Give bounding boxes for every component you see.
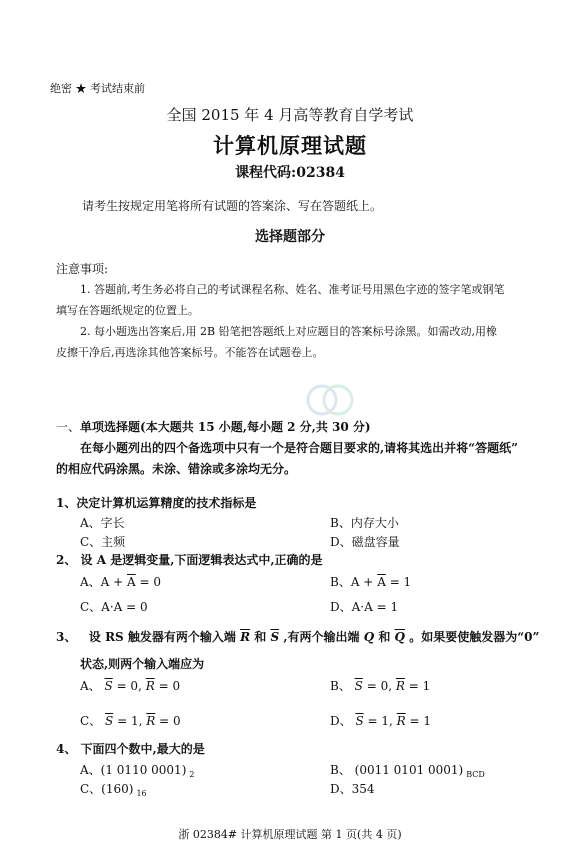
instruction: 请考生按规定用笔将所有试题的答案涂、写在答题纸上。: [82, 199, 383, 213]
notes-label: 注意事项:: [56, 262, 109, 276]
q3-stem-line2: 状态,则两个输入端应为: [80, 657, 205, 671]
q3-s-input: $\overline{S}$: [270, 630, 280, 644]
q3-a-s: $\overline{S}$: [104, 679, 113, 693]
q3-a-end: = 0: [158, 679, 181, 693]
note1-line1: 1. 答题前,考生务必将自己的考试课程名称、姓名、准考证号用黑色字迹的签字笔或钢笔: [80, 283, 505, 296]
q3-option-c: [80, 712, 181, 729]
q3-option-b: [330, 677, 430, 694]
q4-c-text: C、(160): [80, 782, 134, 796]
q4-a-text: A、(1 0110 0001): [80, 763, 187, 777]
note2-line1: 2. 每小题选出答案后,用 2B 铅笔把答题纸上对应题目的答案标号涂黑。如需改动,用橡: [80, 325, 498, 338]
q3-d-mid: = 1,: [367, 714, 393, 728]
q3-r-input: $\overline{R}$: [240, 630, 251, 644]
q3-stem-line1: [56, 628, 539, 645]
q2-b-bar: $\overline{A}$: [377, 575, 386, 589]
q2-option-b: [330, 573, 411, 590]
q3-c-end: = 0: [159, 714, 181, 728]
paper-title: 计算机原理试题: [213, 133, 367, 158]
q3-d-label: D、: [330, 714, 352, 728]
q3-a-r: $\overline{R}$: [145, 679, 155, 693]
q3-and1: 和: [254, 630, 267, 644]
exam-name: 全国 2015 年 4 月高等教育自学考试: [166, 106, 414, 124]
q3-c-s: $\overline{S}$: [105, 714, 114, 728]
q3-c-label: C、: [80, 714, 102, 728]
q3-q-output: Q: [363, 630, 375, 644]
q2-b-pre: B、A +: [330, 575, 374, 589]
q3-and2: 和: [378, 630, 391, 644]
q3-b-r: $\overline{R}$: [395, 679, 405, 693]
q3-stem-p3: 。如果要使触发器为“0”: [409, 630, 540, 644]
note1-line2: 填写在答题纸规定的位置上。: [56, 304, 199, 317]
q4-option-d: D、354: [330, 782, 375, 796]
q3-a-label: A、: [80, 679, 101, 693]
section1-desc-line1: 在每小题列出的四个备选项中只有一个是符合题目要求的,请将其选出并将“答题纸”: [80, 441, 518, 455]
section1-prefix: 一、: [56, 420, 81, 434]
q3-a-mid: = 0,: [116, 679, 142, 693]
q1-option-a: A、字长: [80, 516, 125, 530]
section1-name: 单项选择题: [80, 420, 141, 434]
q3-d-s: $\overline{S}$: [355, 714, 364, 728]
q2-a-post: = 0: [139, 575, 162, 589]
q3-num: 3、: [56, 630, 77, 644]
secret-mark: 绝密 ★ 考试结束前: [50, 82, 145, 95]
q3-d-end: = 1: [409, 714, 432, 728]
q3-option-a: [80, 677, 180, 694]
q2-a-pre: A、A +: [80, 575, 124, 589]
q4-a-base: 2: [189, 770, 195, 779]
q4-stem: 4、 下面四个数中,最大的是: [56, 742, 205, 756]
q3-b-s: $\overline{S}$: [354, 679, 363, 693]
q3-c-mid: = 1,: [117, 714, 143, 728]
q3-stem-p1: 设 RS 触发器有两个输入端: [88, 630, 236, 644]
q3-b-end: = 1: [408, 679, 431, 693]
q2-option-c: C、A·A = 0: [80, 600, 148, 614]
q2-a-bar: $\overline{A}$: [127, 575, 136, 589]
section1-heading: [56, 418, 371, 435]
q3-b-mid: = 0,: [366, 679, 393, 693]
q2-option-d: D、A·A = 1: [330, 600, 399, 614]
section1-desc-line2: 的相应代码涂黑。未涂、错涂或多涂均无分。: [56, 462, 297, 476]
q4-option-b: [330, 761, 485, 779]
q1-option-d: D、磁盘容量: [330, 535, 400, 549]
q3-qbar-output: $\overline{Q}$: [394, 630, 405, 644]
q3-stem-p2: ,有两个输出端: [283, 630, 360, 644]
watermark-logo: [300, 380, 360, 420]
q4-c-base: 16: [136, 789, 147, 798]
q4-b-base: BCD: [466, 770, 485, 779]
q3-d-r: $\overline{R}$: [396, 714, 406, 728]
q3-c-r: $\overline{R}$: [146, 714, 156, 728]
q3-option-d: [330, 712, 431, 729]
q3-b-label: B、: [330, 679, 351, 693]
section-title: 选择题部分: [255, 229, 325, 245]
q4-b-text: B、 (0011 0101 0001): [330, 763, 464, 777]
section1-detail: (本大题共 15 小题,每小题 2 分,共 30 分): [140, 420, 371, 434]
q4-option-c: [80, 780, 147, 798]
course-code: 课程代码:02384: [235, 165, 345, 181]
q4-option-a: [80, 761, 194, 779]
q1-stem: 1、决定计算机运算精度的技术指标是: [56, 496, 257, 510]
q2-stem: 2、 设 A 是逻辑变量,下面逻辑表达式中,正确的是: [56, 553, 323, 567]
q2-option-a: [80, 573, 161, 590]
page-footer: 浙 02384# 计算机原理试题 第 1 页(共 4 页): [178, 828, 402, 841]
q2-b-post: = 1: [389, 575, 412, 589]
q1-option-b: B、内存大小: [330, 516, 399, 530]
note2-line2: 皮擦干净后,再选涂其他答案标号。不能答在试题卷上。: [56, 346, 324, 359]
q1-option-c: C、主频: [80, 535, 126, 549]
